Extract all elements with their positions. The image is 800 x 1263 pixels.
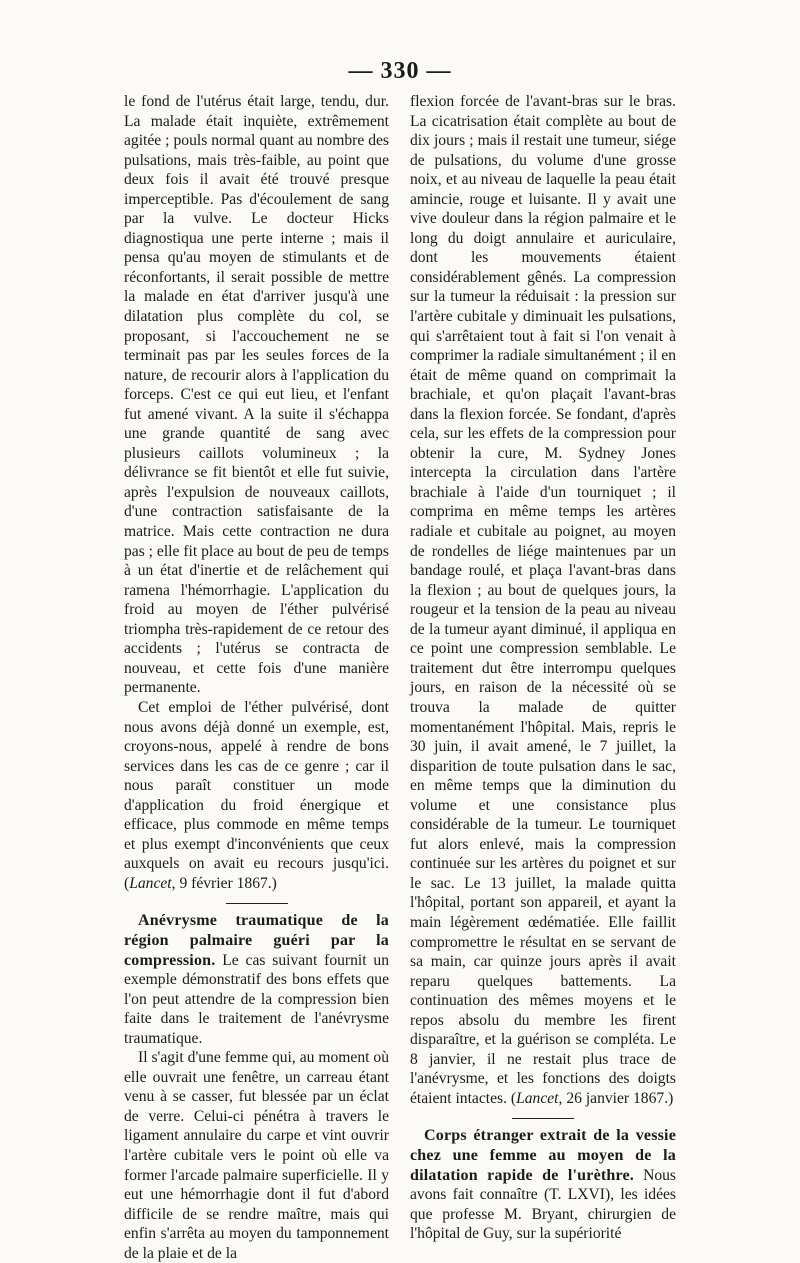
paragraph-text: flexion forcée de l'avant-bras sur le bras. La cicatrisation était complète au bout de dix jours ; mais il restait une tumeur, siége de pulsations, du volume d'une grosse noix, et au niveau de laquelle la peau était amincie, rouge et luisante. Il y avait une vive douleur dans la région palmaire et le long du doigt annulaire et auriculaire, dont les mouvements étaient considérablement gênés. La compression sur la tumeur la réduisait : la pression sur l'artère cubitale y diminuait les pulsations, qui s'arrêtaient tout à fait si l'on venait à comprimer la radiale simultanément ; il en était de même quand on comprimait la brachiale, et qu'on plaçait l'avant-bras dans la flexion forcée. Se fondant, d'après cela, sur les effets de la compression pour obtenir la cure, M. Sydney Jones intercepta la circulation dans l'artère brachiale à l'aide d'un tourniquet ; il comprima en même temps les artères radiale et cubitale au poignet, au moyen de rondelles de liége maintenues par un bandage roulé, et plaça l'avant-bras dans la flexion ; au bout de quelques jours, la rougeur et la tension de la peau au niveau de la tumeur ayant diminué, il appliqua en ce point une compression semblable. Le traitement dut être interrompu quelques jours, en raison de la nécessité où se trouva la malade de quitter momentanément l'hôpital. Mais, repris le 30 juin, il avait amené, le 7 juillet, la disparition de toute pulsation dans le sac, en même temps que la diminution du volume et une consistance plus considérable de la tumeur. Le tourniquet fut alors enlevé, mais la compression continuée sur les artères du poignet et sur le sac. Le 13 juillet, la malade quitta l'hôpital, portant son appareil, et ayant la main légèrement œdématiée. Elle faillit compromettre le résultat en se servant de sa main, car quinze jours après il avait reparu quelques battements. La continuation des mêmes moyens et le repos absolu du membre les firent disparaître, et la guérison se compléta. Le 8 janvier, il ne restait plus trace de l'anévrysme, et les fonctions des doigts étaient intactes. ( [410,93,676,1107]
citation-date: , 9 février 1867.) [171,874,277,892]
article-aneurysm [124,911,389,1048]
article-foreign-body [410,1126,676,1243]
left-column [124,92,389,1263]
article-intro: Nous avons fait connaître (T. LXVI), les idées que professe M. Bryant, chirurgien de l'hôpital de Guy, sur la supériorité [410,1166,676,1243]
source-citation: Lancet [129,874,172,892]
paragraph-ether-use [124,698,389,893]
paragraph-case-description: Il s'agit d'une femme qui, au moment où elle ouvrait une fenêtre, un carreau étant venu à se casser, fut blessée par un éclat de verre. Celui-ci pénétra à travers le ligament annulaire du carpe et vint ouvrir l'artère cubitale vers le point où elle va former l'arcade palmaire superficielle. Il y eut une hémorrhagie dont il fut d'abord difficile de se rendre maître, mais qui enfin s'arrêta au moyen du tamponnement de la plaie et de la [124,1049,389,1262]
article-title: Anévrysme traumatique de la région palmaire guéri par la compression. [124,912,389,969]
citation-date: , 26 janvier 1867.) [558,1089,674,1107]
section-divider [226,903,288,904]
article-intro: Le cas suivant fournit un exemple démonstratif des bons effets que l'on peut attendre de la compression bien faite dans le traitement de l'anévrysme traumatique. [124,951,389,1047]
article-title: Corps étranger extrait de la vessie chez une femme au moyen de la dilatation rapide de l'urèthre. [410,1127,676,1184]
paragraph-treatment [410,92,676,1108]
paragraph-text: Cet emploi de l'éther pulvérisé, dont nous avons déjà donné un exemple, est, croyons-nous, appelé à rendre de bons services dans les cas de ce genre ; car il nous paraît constituer un mode d'application du froid énergique et efficace, plus commode en même temps et plus exempt d'inconvénients que ceux auxquels on avait eu recours jusqu'ici. ( [124,698,389,892]
section-divider [512,1118,574,1119]
right-column [410,92,676,1244]
page-number: — 330 — [348,58,452,84]
paragraph-uterine-hemorrhage: le fond de l'utérus était large, tendu, dur. La malade était inquiète, extrêmement agitée ; pouls normal quant au nombre des pulsations, mais très-faible, au point que deux fois il avait été trouvé presque imperceptible. Pas d'écoulement de sang par la vulve. Le docteur Hicks diagnostiqua une perte interne ; mais il pensa qu'au moyen de stimulants et de réconfortants, il serait possible de mettre la malade en état d'arriver jusqu'à une dilatation plus complète du col, se proposant, si l'accouchement ne se terminait pas par les seules forces de la nature, de recourir alors à l'application du forceps. C'est ce qui eut lieu, et l'enfant fut amené vivant. A la suite il s'échappa une grande quantité de sang avec plusieurs caillots volumineux ; la délivrance se fit bientôt et elle fut suivie, après l'expulsion de nouveaux caillots, d'une contraction satisfaisante de la matrice. Mais cette contraction ne dura pas ; elle fit place au bout de peu de temps à un état d'inertie et de relâchement qui ramena l'hémorrhagie. L'application du froid au moyen de l'éther pulvérisé triompha très-rapidement de ce retour des accidents ; l'utérus se contracta de nouveau, et cette fois d'une manière permanente. [124,93,390,697]
source-citation: Lancet [516,1089,559,1107]
